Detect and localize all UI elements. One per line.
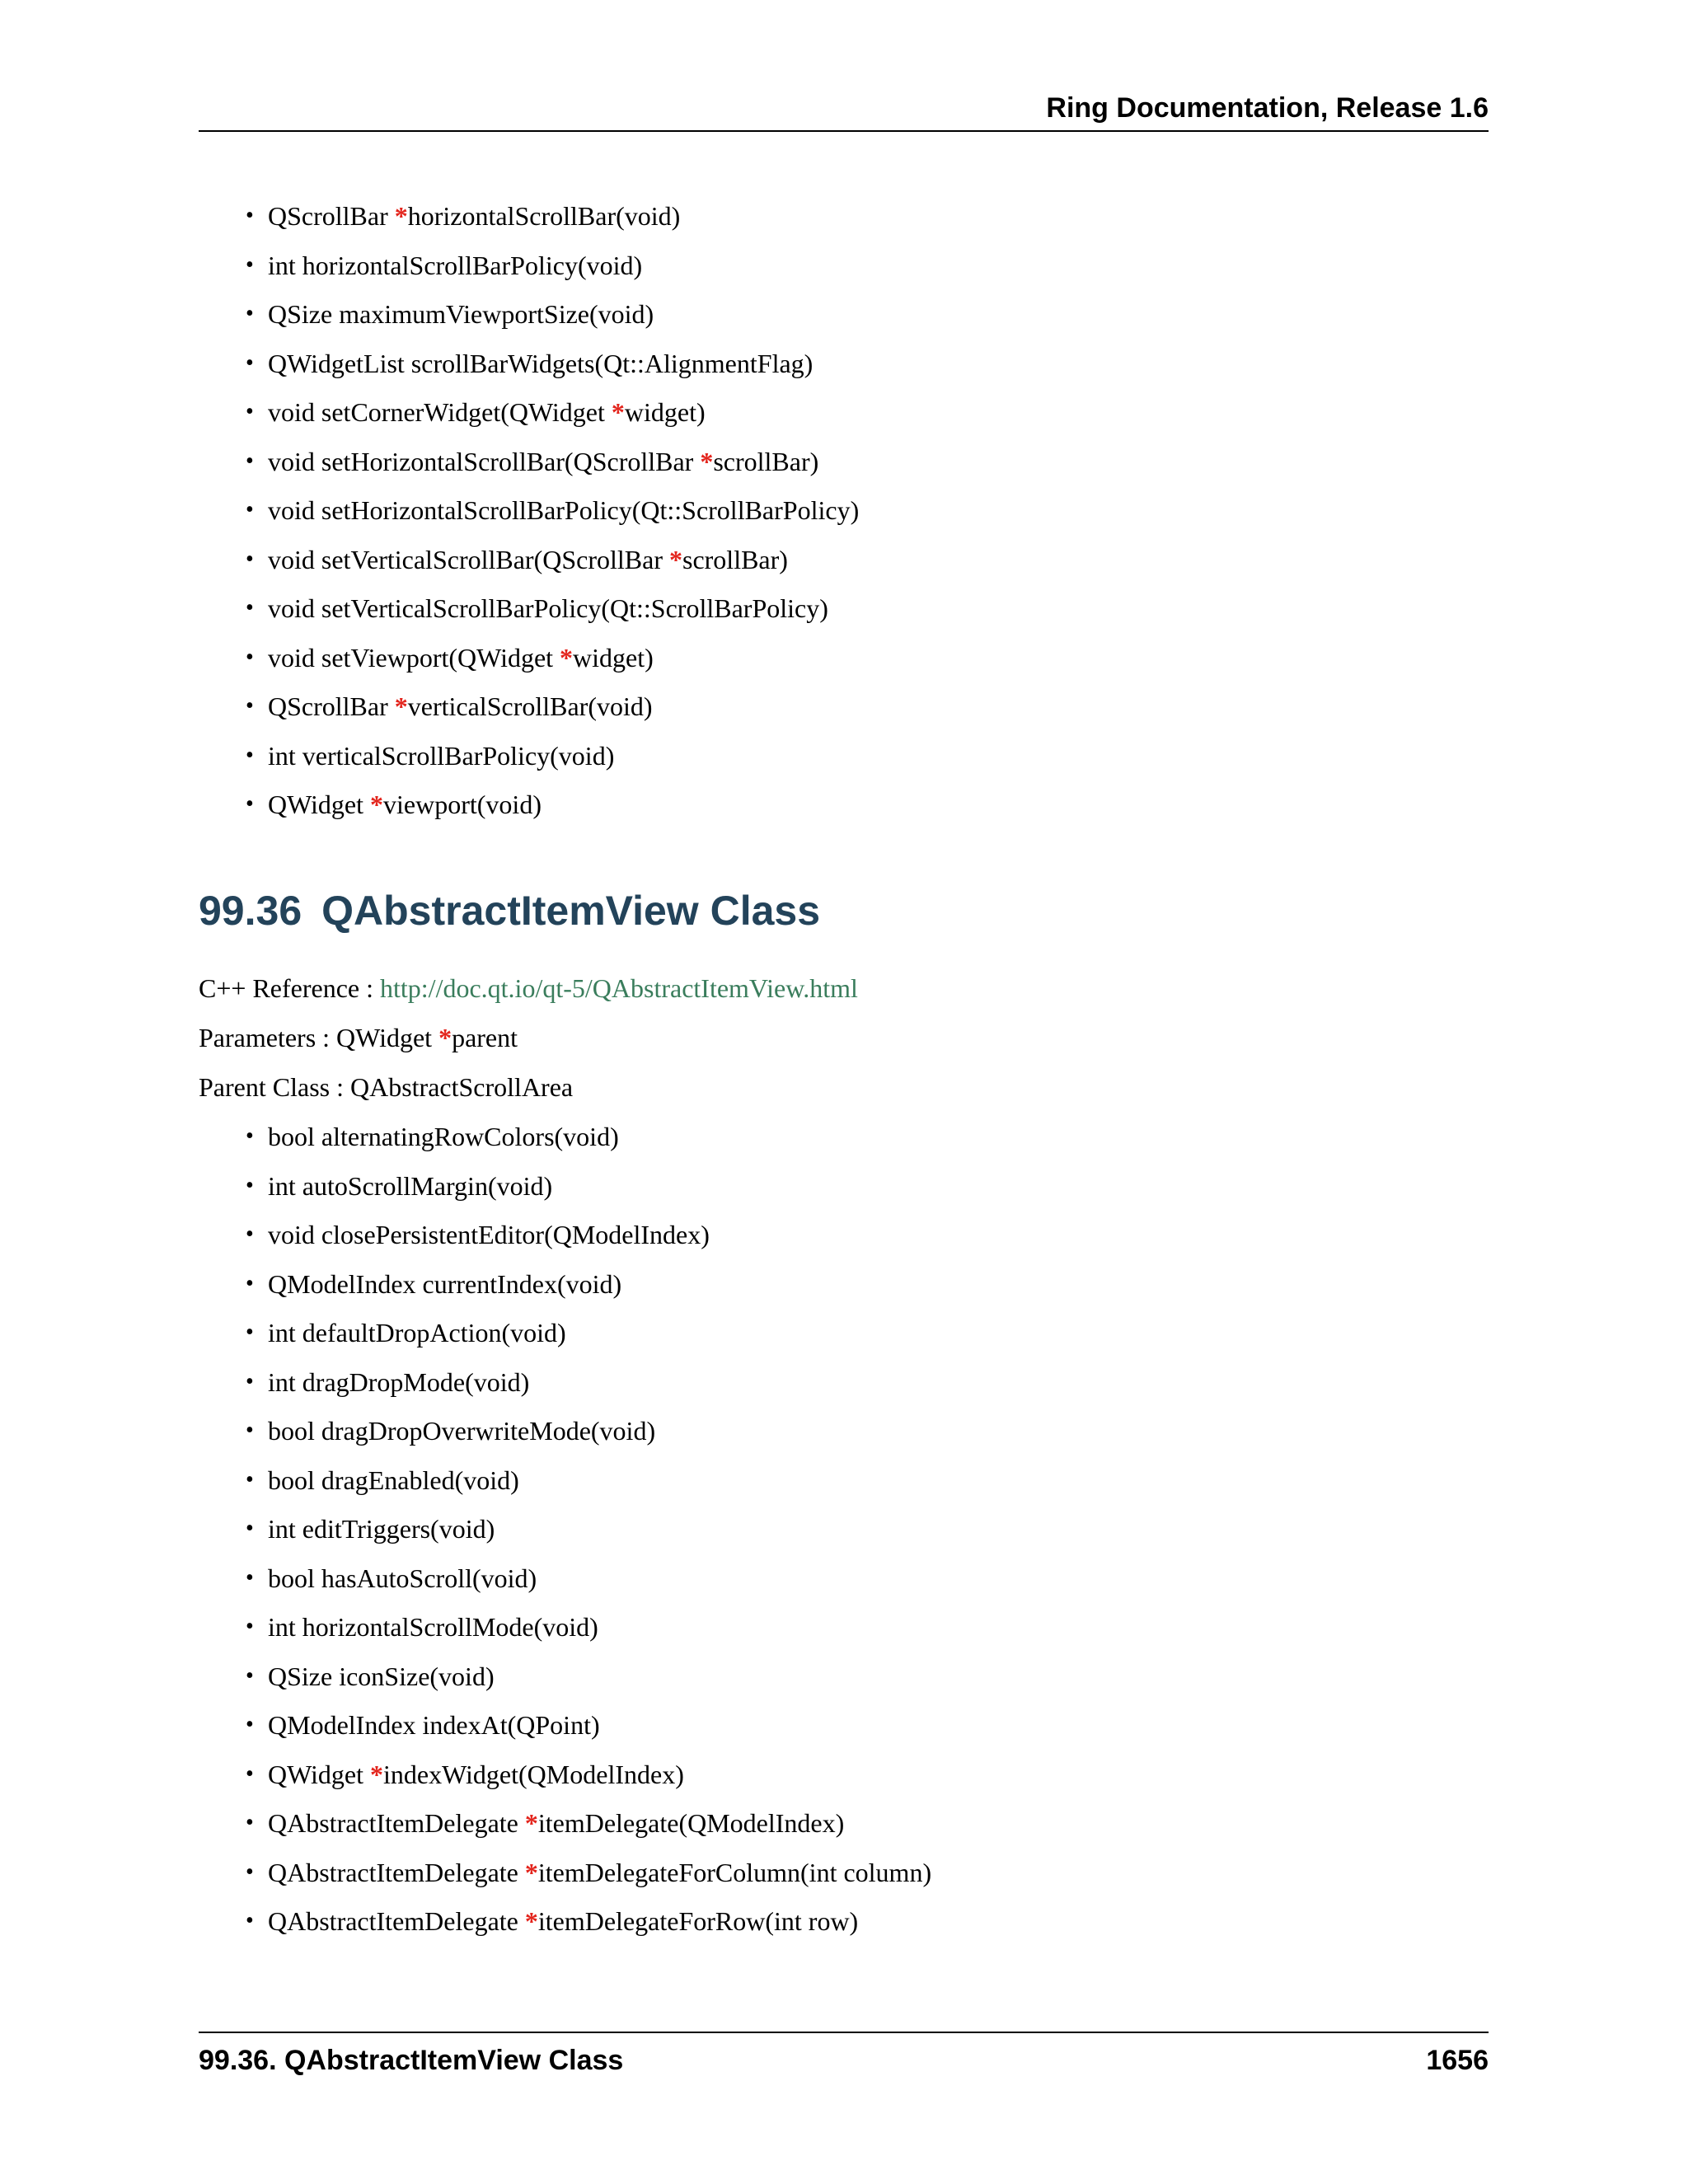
footer-section: 99.36. QAbstractItemView Class <box>199 2045 624 2076</box>
method-signature <box>268 788 542 821</box>
signature-prefix: bool dragEnabled(void) <box>268 1465 519 1495</box>
signature-prefix: QAbstractItemDelegate <box>268 1808 525 1838</box>
method-signature <box>268 1807 844 1840</box>
method-signature <box>268 1905 858 1938</box>
signature-prefix: QAbstractItemDelegate <box>268 1906 525 1936</box>
method-signature <box>268 1512 495 1545</box>
signature-prefix: int defaultDropAction(void) <box>268 1318 566 1347</box>
bullet-icon: • <box>246 399 254 424</box>
bullet-icon: • <box>246 791 254 817</box>
header-title: Ring Documentation, Release 1.6 <box>1046 92 1489 124</box>
method-signature <box>268 1610 598 1643</box>
bullet-icon: • <box>246 1810 254 1835</box>
method-signature <box>268 347 813 380</box>
signature-prefix: int autoScrollMargin(void) <box>268 1170 553 1201</box>
parameters-value: parent <box>452 1023 518 1052</box>
bullet-icon: • <box>246 1270 254 1296</box>
bullet-icon: • <box>246 595 254 621</box>
bullet-icon: • <box>246 1172 254 1198</box>
signature-prefix: QSize iconSize(void) <box>268 1661 495 1691</box>
method-signature <box>268 1169 552 1202</box>
bullet-icon: • <box>246 1614 254 1639</box>
bullet-icon: • <box>246 546 254 572</box>
bullet-icon: • <box>246 1319 254 1345</box>
pointer-asterisk: * <box>438 1023 452 1052</box>
signature-prefix: QWidgetList scrollBarWidgets(Qt::AlignmentFlag) <box>268 348 814 378</box>
method-signature <box>268 1366 529 1399</box>
signature-prefix: void setVerticalScrollBar(QScrollBar <box>268 544 669 574</box>
page-footer <box>199 2032 1489 2076</box>
method-signature <box>268 543 788 576</box>
method-signature <box>268 1120 619 1153</box>
pointer-asterisk: * <box>370 1759 384 1789</box>
bullet-icon: • <box>246 1221 254 1247</box>
bullet-icon: • <box>246 448 254 474</box>
signature-prefix: QAbstractItemDelegate <box>268 1857 525 1887</box>
section-title <box>199 886 820 935</box>
method-signature <box>268 1268 621 1301</box>
method-signature <box>268 445 818 478</box>
page-header <box>199 92 1489 132</box>
signature-prefix: void setCornerWidget(QWidget <box>268 397 612 427</box>
bullet-icon: • <box>246 1123 254 1149</box>
signature-suffix: horizontalScrollBar(void) <box>407 201 681 231</box>
pointer-asterisk: * <box>700 446 714 476</box>
footer-page-number: 1656 <box>1426 2045 1489 2076</box>
bullet-icon: • <box>246 1662 254 1689</box>
pointer-asterisk: * <box>394 201 408 231</box>
signature-prefix: int horizontalScrollMode(void) <box>268 1612 598 1642</box>
parameters-line <box>199 1021 518 1054</box>
signature-prefix: QWidget <box>268 790 371 819</box>
signature-prefix: void setHorizontalScrollBarPolicy(Qt::ScrollBarPolicy) <box>268 495 860 525</box>
bullet-icon: • <box>246 1418 254 1443</box>
bullet-icon: • <box>246 1858 254 1885</box>
method-signature <box>268 592 828 625</box>
pointer-asterisk: * <box>394 691 408 721</box>
bullet-icon: • <box>246 251 254 278</box>
cpp-reference <box>199 972 858 1005</box>
signature-suffix: scrollBar) <box>682 544 788 574</box>
method-signature <box>268 641 654 674</box>
method-signature <box>268 298 654 330</box>
method-signature <box>268 1316 566 1349</box>
signature-prefix: int horizontalScrollBarPolicy(void) <box>268 250 643 280</box>
signature-prefix: void setVerticalScrollBarPolicy(Qt::ScrollBarPolicy) <box>268 593 828 623</box>
signature-suffix: verticalScrollBar(void) <box>407 691 653 721</box>
method-signature <box>268 1660 495 1693</box>
signature-prefix: QModelIndex indexAt(QPoint) <box>268 1710 600 1740</box>
signature-prefix: QSize maximumViewportSize(void) <box>268 299 654 329</box>
cpp-reference-link[interactable]: http://doc.qt.io/qt-5/QAbstractItemView.html <box>380 973 858 1003</box>
signature-prefix: int dragDropMode(void) <box>268 1366 530 1397</box>
method-signature <box>268 1562 537 1595</box>
bullet-icon: • <box>246 203 254 228</box>
signature-prefix: void setHorizontalScrollBar(QScrollBar <box>268 446 701 476</box>
bullet-icon: • <box>246 742 254 768</box>
pointer-asterisk: * <box>524 1906 538 1936</box>
bullet-icon: • <box>246 349 254 376</box>
signature-prefix: void setViewport(QWidget <box>268 642 560 673</box>
method-signature <box>268 494 859 527</box>
method-signature <box>268 249 642 282</box>
parent-class-line: Parent Class : QAbstractScrollArea <box>199 1072 574 1102</box>
method-signature <box>268 1464 519 1497</box>
bullet-icon: • <box>246 1516 254 1541</box>
signature-suffix: itemDelegateForColumn(int column) <box>537 1857 932 1887</box>
bullet-icon: • <box>246 1908 254 1933</box>
signature-prefix: void closePersistentEditor(QModelIndex) <box>268 1220 710 1249</box>
pointer-asterisk: * <box>668 544 682 574</box>
signature-suffix: indexWidget(QModelIndex) <box>383 1759 684 1789</box>
bullet-icon: • <box>246 693 254 719</box>
signature-prefix: bool hasAutoScroll(void) <box>268 1563 537 1593</box>
method-signature <box>268 199 680 232</box>
method-signature <box>268 396 706 429</box>
method-signature <box>268 690 653 723</box>
pointer-asterisk: * <box>524 1808 538 1838</box>
signature-prefix: QScrollBar <box>268 691 395 721</box>
section-number: 99.36 <box>199 888 302 934</box>
signature-suffix: widget) <box>624 397 706 427</box>
bullet-icon: • <box>246 1760 254 1787</box>
pointer-asterisk: * <box>611 397 625 427</box>
signature-suffix: viewport(void) <box>383 790 542 819</box>
bullet-icon: • <box>246 1712 254 1737</box>
signature-prefix: QScrollBar <box>268 201 395 231</box>
signature-prefix: bool alternatingRowColors(void) <box>268 1122 619 1151</box>
method-signature <box>268 739 614 772</box>
parameters-label: Parameters : QWidget <box>199 1023 439 1052</box>
signature-suffix: itemDelegateForRow(int row) <box>537 1906 859 1936</box>
method-signature <box>268 1218 710 1251</box>
bullet-icon: • <box>246 1368 254 1394</box>
signature-suffix: scrollBar) <box>713 446 819 476</box>
pointer-asterisk: * <box>524 1857 538 1887</box>
signature-prefix: QModelIndex currentIndex(void) <box>268 1268 622 1299</box>
signature-suffix: itemDelegate(QModelIndex) <box>537 1808 845 1838</box>
signature-prefix: bool dragDropOverwriteMode(void) <box>268 1416 656 1446</box>
pointer-asterisk: * <box>370 790 384 819</box>
section-heading-text: QAbstractItemView Class <box>321 888 821 934</box>
method-signature <box>268 1856 931 1889</box>
bullet-icon: • <box>246 644 254 670</box>
cpp-reference-label: C++ Reference : <box>199 973 380 1003</box>
signature-suffix: widget) <box>573 642 654 673</box>
bullet-icon: • <box>246 1466 254 1493</box>
signature-prefix: QWidget <box>268 1759 371 1789</box>
method-signature <box>268 1758 684 1791</box>
bullet-icon: • <box>246 497 254 523</box>
method-signature <box>268 1708 600 1741</box>
pointer-asterisk: * <box>560 642 574 673</box>
signature-prefix: int editTriggers(void) <box>268 1514 495 1544</box>
bullet-icon: • <box>246 301 254 326</box>
method-signature <box>268 1414 655 1447</box>
bullet-icon: • <box>246 1564 254 1591</box>
signature-prefix: int verticalScrollBarPolicy(void) <box>268 740 615 771</box>
